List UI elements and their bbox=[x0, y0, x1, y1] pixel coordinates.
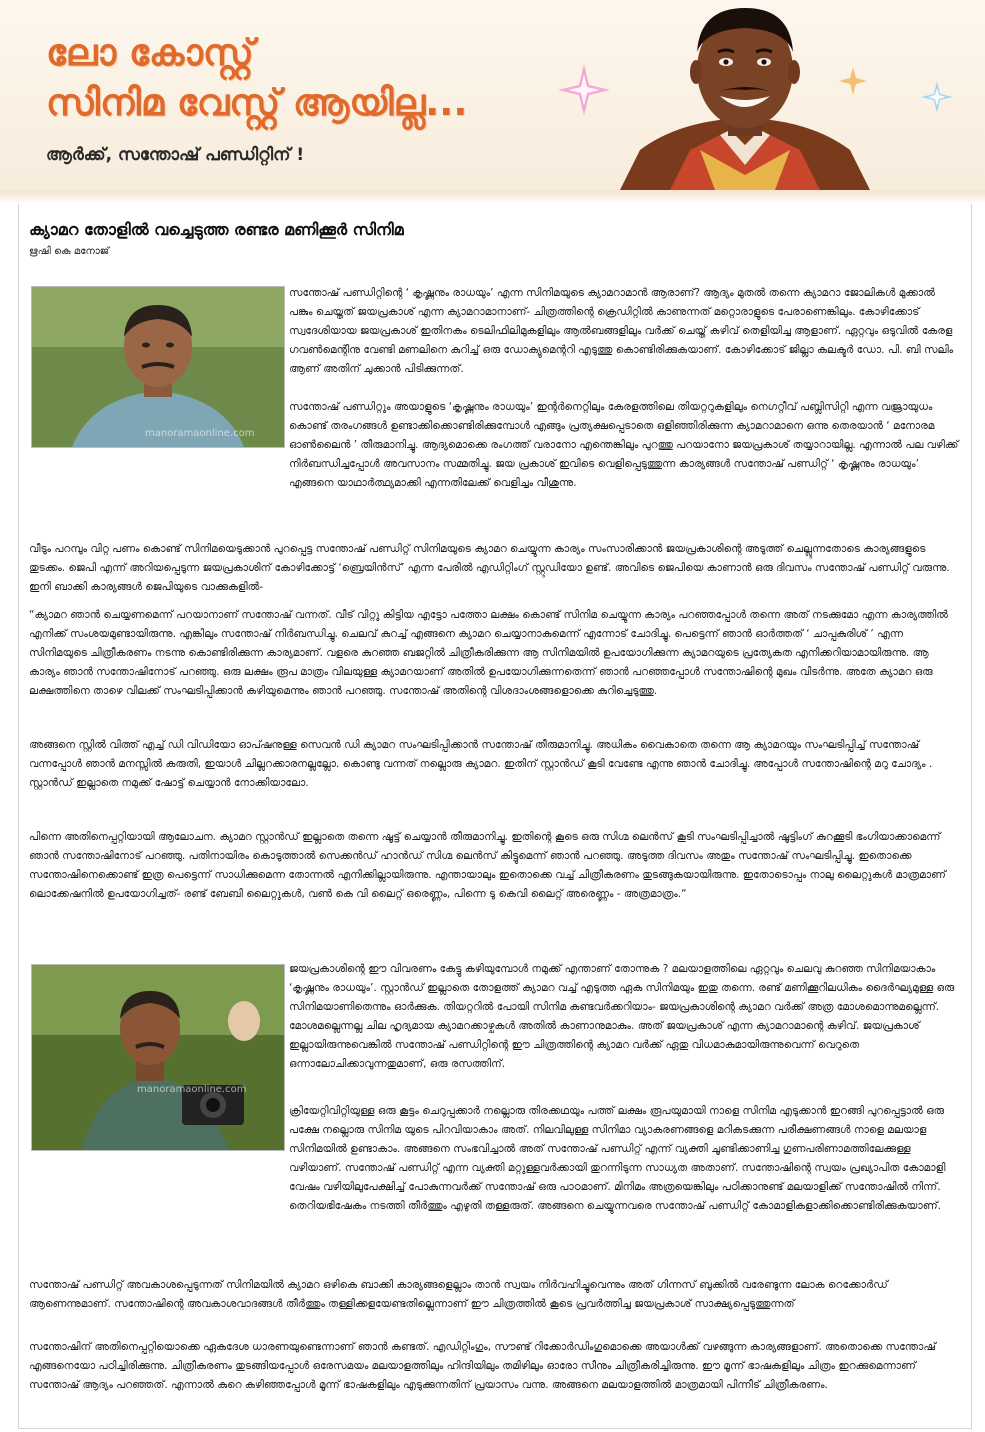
banner-subtitle: ആർക്ക്, സന്തോഷ് പണ്ഡിറ്റിന് ! bbox=[46, 145, 305, 165]
article-byline: ഋഷി കെ മനോജ് bbox=[29, 246, 110, 257]
banner bbox=[0, 0, 985, 190]
banner-divider bbox=[0, 190, 985, 204]
article-paragraph: സന്തോഷിന് അതിനെപ്പറ്റിയൊക്കെ ഏകദേശ ധാരണയുണ്ടെന്നാണ് ഞാൻ കണ്ടത്. എഡിറ്റിംഗും, സൗണ്ട് റിക്കോർഡിംഗുമൊക്കെ അയാൾക്ക് വഴങ്ങുന്ന കാര്യങ്ങളാണ്. അതൊക്കെ സന്തോഷ് എങ്ങനെയോ പഠിച്ചിരിക്കുന്നു. ചിത്രീകരണം തുടങ്ങിയപ്പോൾ ഒരേസമയം മലയാളത്തിലും ഹിന്ദിയിലും തമിഴിലും ഓരോ സീനും ചിത്രീകരിച്ചിരുന്നു. ഈ മൂന്ന് ഭാഷകളിലും ചിത്രം ഇറക്കുമെന്നാണ് സന്തോഷ് ആദ്യം പറഞ്ഞത്. എന്നാൽ കുറെ കഴിഞ്ഞപ്പോൾ മൂന്ന് ഭാഷകളിലും എടുക്കുന്നതിന് പ്രയാസം വന്നു. അങ്ങനെ മലയാളത്തിൽ മാത്രമായി പിന്നീട് ചിത്രീകരണം. bbox=[29, 1341, 936, 1391]
sparkle-icon bbox=[920, 80, 954, 114]
article-paragraph: പിന്നെ അതിനെപ്പറ്റിയായി ആലോചന. ക്യാമറ സ്റ്റാൻഡ് ഇല്ലാതെ തന്നെ ഷൂട്ട് ചെയ്യാൻ തീരുമാനിച്ചു. ഇതിന്റെ കൂടെ ഒരു സിഗ്മ ലെൻസ് കൂടി സംഘടിപ്പിച്ചാൽ ഷൂട്ടിംഗ് കുറക്കൂടി ഭംഗിയാക്കാമെന്ന് ഞാൻ സന്തോഷിനോട് പറഞ്ഞു. പതിനായിരം കൊടുത്താൽ സെക്കൻഡ് ഹാൻഡ് സിഗ്മ ലെൻസ് കിട്ടുമെന്ന് ഞാൻ പറഞ്ഞു. അടുത്ത ദിവസം അതും സന്തോഷ് സംഘടിപ്പിച്ചു. ഇതൊക്കെ സന്തോഷിനെക്കൊണ്ട് ഇത്ര പെട്ടെന്ന് സാധിക്കുമെന്ന തോന്നൽ എനിക്കില്ലായിരുന്നു. എന്തായാലും ഇതൊക്കെ വച്ച് ചിത്രീകരണം തുടങ്ങുകയായിരുന്നു. ഇതോടൊപ്പം നാലു ലൈറ്റുകൾ മാത്രമാണ് ലൊക്കേഷനിൽ ഉപയോഗിച്ചത്- രണ്ട് ബേബി ലൈറ്റുകൾ, വൺ കെ വി ലൈറ്റ് ഒരെണ്ണം, പിന്നെ ടു കെവി ലൈറ്റ് അരെണ്ണം - അത്രമാത്രം.“ bbox=[29, 831, 946, 900]
article-paragraph: സന്തോഷ് പണ്ഡിറ്റും അയാളുടെ ‘കൃഷ്ണനും രാധയും’ ഇന്റർനെറ്റിലും കേരളത്തിലെ തിയറ്ററുകളിലും നെഗറ്റീവ് പബ്ലിസിറ്റി എന്ന വജ്രായുധം കൊണ്ട് തരംഗങ്ങൾ ഉണ്ടാക്കിക്കൊണ്ടിരിക്കുമ്പോൾ എങ്ങും പ്രത്യക്ഷപ്പെടാതെ ഒളിഞ്ഞിരിക്കുന്ന ക്യാമറാമാനെ ഒന്നു തെരയാൻ ‘ മനോരമ ഓൺലൈൻ ’ തീരുമാനിച്ചു. ആദ്യമൊക്കെ രംഗത്ത് വരാനോ എന്തെങ്കിലും പുറത്തു പറയാനോ ജയപ്രകാശ് തയ്യാറായില്ല. എന്നാൽ പല വഴിക്ക് നിർബന്ധിച്ചപ്പോൾ അവസാനം സമ്മതിച്ചു. ജയ പ്രകാശ് ഇവിടെ വെളിപ്പെടുത്തുന്ന കാര്യങ്ങൾ സന്തോഷ് പണ്ഡിറ്റ് ‘ കൃഷ്ണനും രാധയും’ എങ്ങനെ യാഥാർത്ഥ്യമാക്കി എന്നതിലേക്ക് വെളിച്ചം വീശുന്നു. bbox=[289, 401, 959, 489]
article-paragraph: അങ്ങനെ സ്റ്റിൽ വിത്ത് എച്ച് ഡി വിഡിയോ ഓപ്ഷനുള്ള സെവൻ ഡി ക്യാമറ സംഘടിപ്പിക്കാൻ സന്തോഷ് തീരുമാനിച്ചു. അധികം വൈകാതെ തന്നെ ആ ക്യാമറയും സംഘടിപ്പിച്ച് സന്തോഷ് വന്നപ്പോൾ ഞാൻ മനസ്സിൽ കരുതി, ഇയാൾ ചില്ലറക്കാരനല്ലല്ലോ. കൊണ്ടു വന്നത് നല്ലൊരു ക്യാമറ. ഇതിന് സ്റ്റാൻഡ് കൂടി വേണ്ടേ എന്നു ഞാൻ ചോദിച്ചു. അപ്പോൾ സന്തോഷിന്റെ മറു ചോദ്യം . സ്റ്റാൻഡ് ഇല്ലാതെ നമുക്ക് ഷോട്ട് ചെയ്യാൻ നോക്കിയാലോ. bbox=[29, 739, 933, 789]
cameraman-with-camera-photo-image bbox=[32, 965, 284, 1150]
banner-title-line2: സിനിമ വേസ്റ്റ് ആയില്ല... bbox=[46, 81, 468, 124]
banner-title-line1: ലോ കോസ്റ്റ് bbox=[46, 31, 254, 74]
article-paragraph: “ക്യാമറ ഞാൻ ചെയ്യണമെന്ന് പറയാനാണ് സന്തോഷ് വന്നത്. വീട് വിറ്റു കിട്ടിയ എട്ടോ പത്തോ ലക്ഷം കൊണ്ട് സിനിമ ചെയ്യുന്ന കാര്യം പറഞ്ഞപ്പോൾ തന്നെ അത് നടക്കുമോ എന്ന കാര്യത്തിൽ എനിക്ക് സംശയമുണ്ടായിരുന്നു. എങ്കിലും സന്തോഷ് നിർബന്ധിച്ചു. ചെലവ് കുറച്ച് എങ്ങനെ ക്യാമറ ചെയ്യാനാകുമെന്ന് എന്നോട് ചോദിച്ചു. പെട്ടെന്ന് ഞാൻ ഓർത്തത് ‘ ചാപ്പകുരിശ് ’ എന്ന സിനിമയുടെ ചിത്രീകരണം നടന്നു കൊണ്ടിരിക്കുന്ന കാര്യമാണ്. വളരെ കുറഞ്ഞ ബജറ്റിൽ ചിത്രീകരിക്കുന്ന ആ സിനിമയിൽ ഉപയോഗിക്കുന്ന ക്യാമറയുടെ പ്രത്യേകത എനിക്കറിയാമായിരുന്നു. ആ കാര്യം ഞാൻ സന്തോഷിനോട് പറഞ്ഞു. ഒരു ലക്ഷം രൂപ മാത്രം വിലയുള്ള ക്യാമറയാണ് അതിൽ ഉപയോഗിക്കുന്നതെന്ന് ഞാൻ പറഞ്ഞപ്പോൾ സന്തോഷിന്റെ മുഖം വിടർന്നു. അതേ ക്യാമറ ഒരു ലക്ഷത്തിനെ താഴെ വിലക്ക് സംഘടിപ്പിക്കാൻ കഴിയുമെന്നും ഞാൻ പറഞ്ഞു. സന്തോഷ് അതിന്റെ വിശദാംശങ്ങളൊക്കെ കുറിച്ചെടുത്തു. bbox=[29, 609, 949, 697]
article-paragraph: വീടും പറമ്പും വിറ്റ പണം കൊണ്ട് സിനിമയെടുക്കാൻ പുറപ്പെട്ട സന്തോഷ് പണ്ഡിറ്റ് സിനിമയുടെ ക്യാമറ ചെയ്യുന്ന കാര്യം സംസാരിക്കാൻ ജയപ്രകാശിന്റെ അടുത്ത് ചെല്ലുന്നതോടെ കാര്യങ്ങളുടെ തുടക്കം. ജെപി എന്ന് അറിയപ്പെടുന്ന ജയപ്രകാശിന് കോഴിക്കോട്ട് ‘ബ്രെയിൻസ്’ എന്ന പേരിൽ എഡിറ്റിംഗ് സ്റ്റുഡിയോ ഉണ്ട്. അവിടെ ജെപിയെ കാണാൻ ഒരു ദിവസം സന്തോഷ് പണ്ഡിറ്റ് വരുന്നു. ഇനി ബാക്കി കാര്യങ്ങൾ ജെപിയുടെ വാക്കുകളിൽ- bbox=[29, 543, 950, 593]
cameraman-photo-image bbox=[32, 287, 284, 447]
cameraman-photo bbox=[31, 286, 285, 448]
article bbox=[18, 204, 972, 1429]
actor-portrait bbox=[600, 0, 890, 190]
article-paragraph: ജയപ്രകാശിന്റെ ഈ വിവരണം കേട്ടു കഴിയുമ്പോൾ നമുക്ക് എന്താണ് തോന്നുക ? മലയാളത്തിലെ ഏറ്റവും ചെലവു കുറഞ്ഞ സിനിമയാകാം ‘കൃഷ്ണനും രാധയും’. സ്റ്റാൻഡ് ഇല്ലാതെ തോളത്ത് ക്യാമറ വച്ച് എടുത്ത ഏക സിനിമയും ഇതു തന്നെ. രണ്ട് മണിക്കൂറിലധികം ദൈർഘ്യമുള്ള ഒരു സിനിമയാണിതെന്നും ഓർക്കുക. തിയറ്ററിൽ പോയി സിനിമ കണ്ടവർക്കറിയാം- ജയപ്രകാശിന്റെ ക്യാമറ വർക്ക് അത്ര മോശമൊന്നുമല്ലെന്ന്. മോശമല്ലെന്നല്ല ചില ഹൃദ്യമായ ക്യാമറക്കാഴ്ചകൾ അതിൽ കാണാനുമാകും. അത് ജയപ്രകാശ് എന്ന ക്യാമറാമാന്റെ കഴിവ്. ജയപ്രകാശ് ഇല്ലായിരുന്നുവെങ്കിൽ സന്തോഷ് പണ്ഡിറ്റിന്റെ ഈ ചിത്രത്തിന്റെ ക്യാമറ വർക്ക് ഏതു വിധമാകുമായിരുന്നുവെന്ന് വെറുതെ ഒന്നാലോചിക്കാവുന്നതുമാണ്, ഒരു രസത്തിന്. bbox=[289, 963, 955, 1070]
photo-watermark: manoramaonline.com bbox=[145, 428, 255, 439]
cameraman-with-camera-photo bbox=[31, 964, 285, 1151]
article-paragraph: സന്തോഷ് പണ്ഡിറ്റിന്റെ ‘ കൃഷ്ണനും രാധയും’ എന്ന സിനിമയുടെ ക്യാമറാമാൻ ആരാണ്? ആദ്യം മുതൽ തന്നെ ക്യാമറാ ജോലികൾ മുക്കാൽ പങ്കും ചെയ്തത് ജയപ്രകാശ് എന്ന ക്യാമറാമാനാണ്- ചിത്രത്തിന്റെ ക്രെഡിറ്റിൽ കാണുന്നത് മറ്റൊരാളുടെ പേരാണെങ്കിലും. കോഴിക്കോട് സ്വദേശിയായ ജയപ്രകാശ് ഇതിനകം ടെലിഫിലിമുകളിലും ആൽബങ്ങളിലും വർക്ക് ചെയ്ത് കഴിവ് തെളിയിച്ച ആളാണ്. ഏറ്റവും ഒടുവിൽ കേരള ഗവൺമെന്റിനു വേണ്ടി മണലിനെ കുറിച്ച് ഒരു ഡോക്യുമെന്ററി എടുത്തു കൊണ്ടിരിക്കുകയാണ്. കോഴിക്കോട് ജില്ലാ കലക്ടർ ഡോ. പി. ബി സലിം ആണ് അതിന് ചുക്കാൻ പിടിക്കുന്നത്. bbox=[289, 287, 954, 375]
article-paragraph: സന്തോഷ് പണ്ഡിറ്റ് അവകാശപ്പെടുന്നത് സിനിമയിൽ ക്യാമറ ഒഴികെ ബാക്കി കാര്യങ്ങളെല്ലാം താൻ സ്വയം നിർവഹിച്ചുവെന്നും അത് ഗിന്നസ് ബുക്കിൽ വരേണ്ടുന്ന ലോക റെക്കോർഡ് ആണെന്നുമാണ്. സന്തോഷിന്റെ അവകാശവാദങ്ങൾ തീർത്തും തള്ളിക്കളയേണ്ടതില്ലെന്നാണ് ഈ ചിത്രത്തിൽ കൂടെ പ്രവർത്തിച്ച ജയപ്രകാശ് സാക്ഷ്യപ്പെടുത്തുന്നത് bbox=[29, 1279, 888, 1310]
article-paragraph: ക്രിയേറ്റിവിറ്റിയുള്ള ഒരു കൂട്ടം ചെറുപ്പക്കാർ നല്ലൊരു തിരക്കഥയും പത്ത് ലക്ഷം രൂപയുമായി നാളെ സിനിമ എടുക്കാൻ ഇറങ്ങി പുറപ്പെട്ടാൽ ഒരു പക്ഷേ നല്ലൊരു സിനിമ യുടെ പിറവിയാകാം അത്. നിലവിലുള്ള സിനിമാ വ്യാകരണങ്ങളെ മറികടക്കുന്ന പരീക്ഷണങ്ങൾ നാളെ മലയാള സിനിമയിൽ ഉണ്ടാകാം. അങ്ങനെ സംഭവിച്ചാൽ അത് സന്തോഷ് പണ്ഡിറ്റ് എന്ന് വ്യക്തി ചൂണ്ടിക്കാണിച്ച ഗുണപരിണാമത്തിലേക്കുള്ള വഴിയാണ്. സന്തോഷ് പണ്ഡിറ്റ് എന്ന വ്യക്തി മറ്റുള്ളവർക്കായി തുറന്നിടുന്ന സാധ്യത അതാണ്. സന്തോഷിന്റെ സ്വയം പ്രഖ്യാപിത കോമാളി വേഷം വഴിയിലുപേക്ഷിച്ച് പോകുന്നവർക്ക് സന്തോഷ് ഒരു പാഠമാണ്. മിനിമം അത്രയെങ്കിലും പഠിക്കാനുണ്ട് മലയാളിക്ക് സന്തോഷിൽ നിന്ന്. തെറിയഭിഷേകം നടത്തി തീർത്തും എഴുതി തള്ളരുത്. അങ്ങനെ ചെയ്യുന്നവരെ സന്തോഷ് പണ്ഡിറ്റ് കോമാളികളാക്കിക്കൊണ്ടിരിക്കുകയാണ്. bbox=[289, 1105, 946, 1212]
photo-watermark: manoramaonline.com bbox=[137, 1084, 247, 1095]
banner-title bbox=[46, 28, 467, 128]
article-headline: ക്യാമറ തോളിൽ വച്ചെടുത്ത രണ്ടര മണിക്കൂർ സിനിമ bbox=[29, 220, 404, 239]
